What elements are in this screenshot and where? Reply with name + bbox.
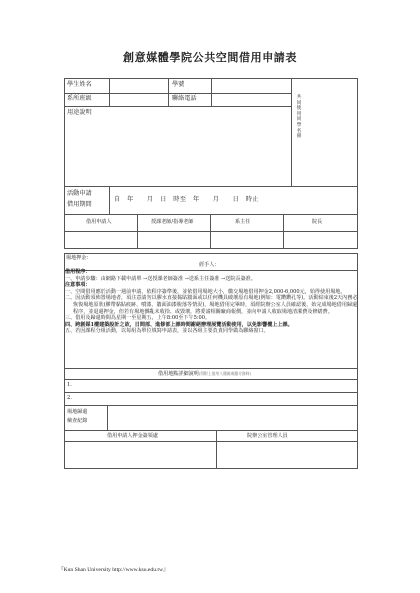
sig-header-applicant: 借用申請人 [86,219,112,225]
label-shared-users: 共同使用同學名冊 [296,95,302,140]
sig-header-teacher: 授課老師/指導老師 [151,219,194,225]
label-student-id: 學號 [172,81,185,88]
label-phone: 聯絡電話 [172,95,197,102]
label-class: 系所班級 [67,95,92,102]
notice-item: 四、跨創媒1樓建築設計之故，日間部、進修部上課時間謝絕辦理展覽活動使用，以免影響樓上上課。 [65,321,293,328]
procedure-text: 一、申請步驟：由網路下載申請單 →送授課老師簽准 →送系主任簽准 →送院長簽准。 [65,275,256,282]
location-header [158,371,251,378]
location-row-1: 1. [67,382,72,388]
footer-text: 『Kun Shan University http://www.ksu.edu.tw』 [58,567,169,573]
notice-item: 五、若因課程分組活動，以每組為單位填寫申請表，並以各組主要負責同學做為聯絡窗口。 [65,328,269,335]
notice-item: 一、空間借用應於活動一週前申請，依程序簽準後，並依借用場地大小，繳交場地借用押金2,000-6,000元，始得使用場地。 [65,288,346,295]
procedure-title: 借用程序： [65,269,91,275]
location-header-text: 借用地點詳細說明 [158,371,199,377]
inspection-label-1: 場地歸還 [67,409,88,415]
notice-title: 注意事項： [65,282,91,289]
label-student-name: 學生姓名 [67,81,92,88]
sig-header-dean: 院長 [312,219,323,225]
label-period-2: 借用期間 [67,201,92,208]
sig-header-chair: 系主任 [235,219,251,225]
handler-label: 經手人： [199,262,220,268]
location-row-2: 2. [67,395,72,401]
inspection-label-2: 檢查紀錄 [67,418,88,424]
signer-office-staff: 院辦公室管理人員 [247,433,288,439]
location-header-note: (得附上借用人簡報或簡介資料) [198,371,252,376]
form-title: 創意媒體學院公共空間借用申請表 [123,51,297,64]
signer-applicant-deposit: 借用申請人押金簽領處 [107,433,158,439]
notice-item: 二、因活動須佈置場地者，須注意請勿以膠水直接黏貼牆面或以任何機具破壞原有場地(例如：電鑽鑽孔等)。活動結束後2天內務必恢復場地原狀(膠帶黏貼痕跡、噴漆、牆面油漆脫落等情況)，場地借用完畢時，須經院辦公室人員確認後，始完成場地借用歸還程序，並退還押金，但若有場地髒亂未收拾、或毀壞，將委請相關廠商報價，並向申請人收取場地清潔費及修繕費。 [65,295,358,315]
label-period-1: 活動申請 [67,190,92,197]
lower-form-frame [64,368,358,469]
label-purpose: 用途說明 [67,109,92,116]
deposit-label: 場地押金： [66,255,92,261]
notes-section [65,269,360,335]
notice-item: 三、借用及歸還時間為星期一至星期五，上午8:00至下午5:00。 [65,315,211,322]
period-text: 自 年 月 日 時至 年 月 日 時止 [114,196,259,203]
